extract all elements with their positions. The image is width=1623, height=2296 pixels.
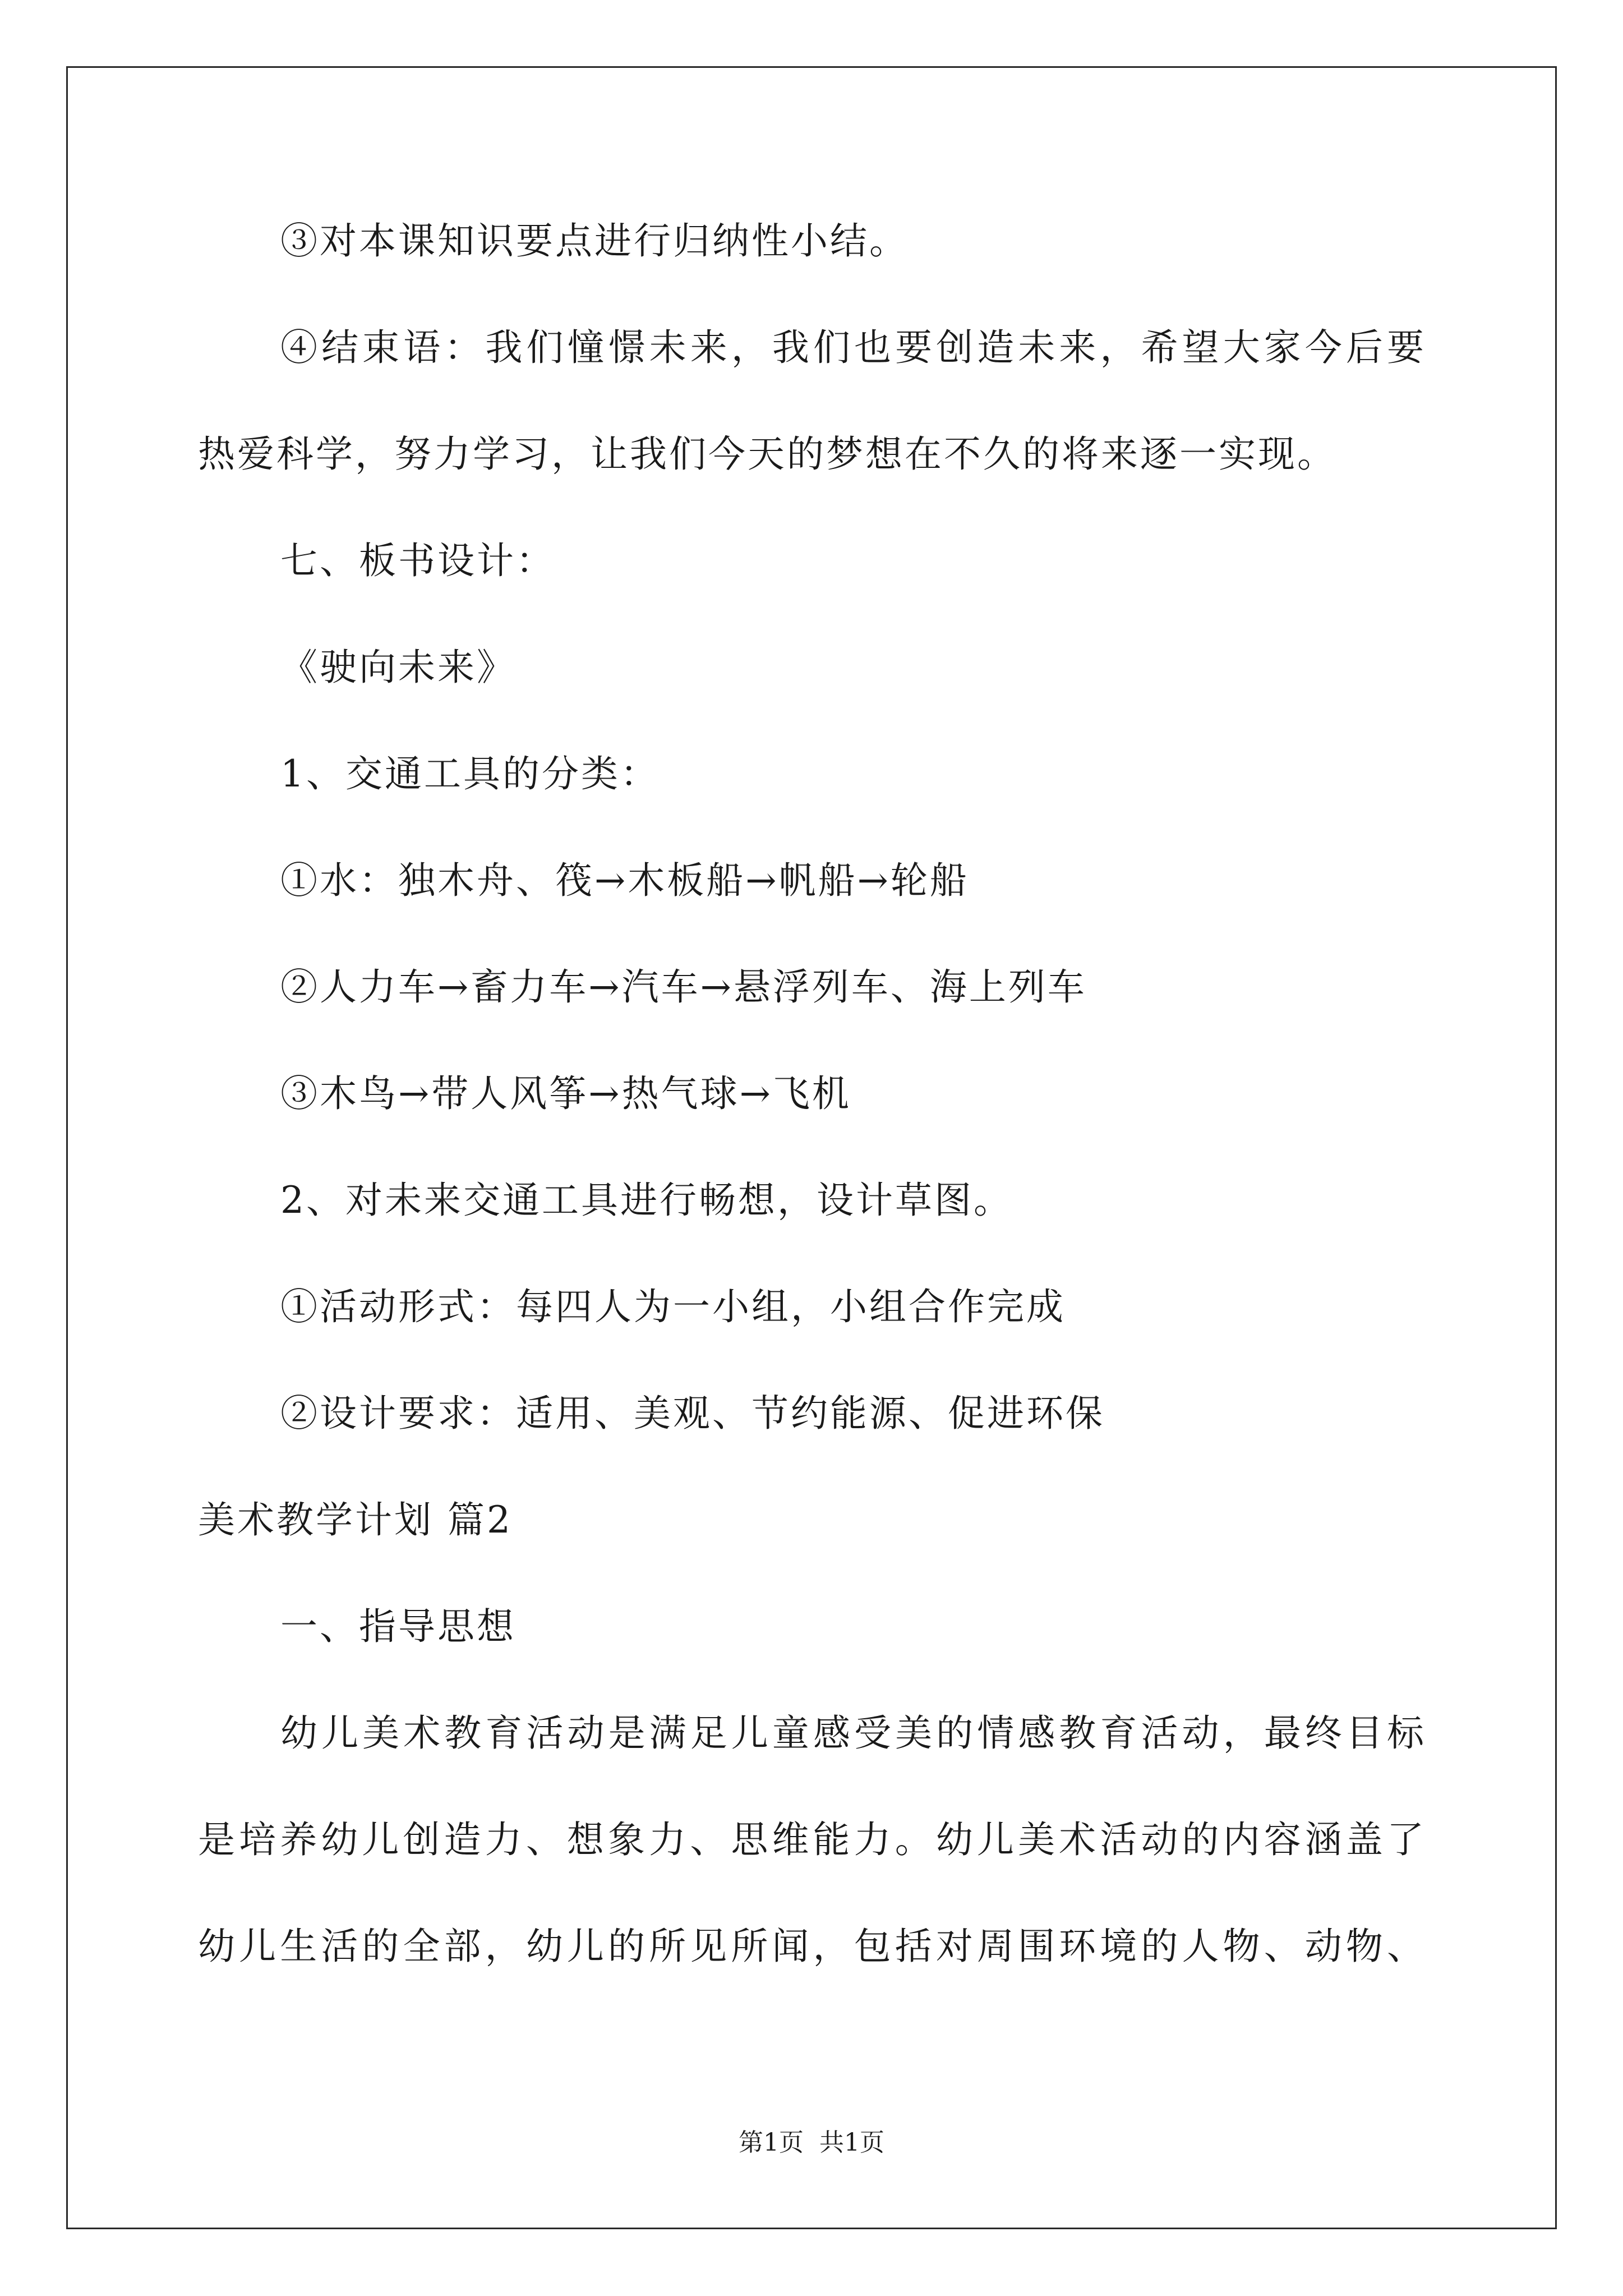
list-heading: 1、交通工具的分类： bbox=[280, 752, 660, 795]
list-item: ①活动形式：每四人为一小组，小组合作完成 bbox=[280, 1285, 1066, 1328]
page-border bbox=[66, 66, 1557, 2229]
list-item: ②设计要求：适用、美观、节约能源、促进环保 bbox=[280, 1392, 1105, 1435]
paragraph-line: ③对本课知识要点进行归纳性小结。 bbox=[280, 219, 909, 263]
paragraph-line: 是培养幼儿创造力、想象力、思维能力。幼儿美术活动的内容涵盖了 bbox=[198, 1818, 1426, 1861]
list-item: ③木鸟→带人风筝→热气球→飞机 bbox=[280, 1072, 851, 1115]
list-heading: 2、对未来交通工具进行畅想，设计草图。 bbox=[280, 1179, 1013, 1222]
paragraph-line: 幼儿生活的全部，幼儿的所见所闻，包括对周围环境的人物、动物、 bbox=[198, 1925, 1426, 1968]
paragraph-line: ④结束语：我们憧憬未来，我们也要创造未来，希望大家今后要 bbox=[280, 326, 1426, 369]
list-item: ①水：独木舟、筏→木板船→帆船→轮船 bbox=[280, 859, 969, 902]
paragraph-line: 幼儿美术教育活动是满足儿童感受美的情感教育活动，最终目标 bbox=[280, 1711, 1426, 1755]
list-item: ②人力车→畜力车→汽车→悬浮列车、海上列车 bbox=[280, 965, 1087, 1009]
page-footer bbox=[0, 2126, 1623, 2160]
board-title: 《驶向未来》 bbox=[280, 646, 516, 689]
page-total: 共1页 bbox=[819, 2128, 884, 2157]
section-heading: 七、板书设计： bbox=[280, 539, 555, 582]
page-number: 第1页 bbox=[739, 2128, 804, 2157]
article-title: 美术教学计划 篇2 bbox=[198, 1498, 513, 1542]
section-heading: 一、指导思想 bbox=[280, 1605, 516, 1648]
paragraph-line: 热爱科学，努力学习，让我们今天的梦想在不久的将来逐一实现。 bbox=[198, 432, 1336, 476]
